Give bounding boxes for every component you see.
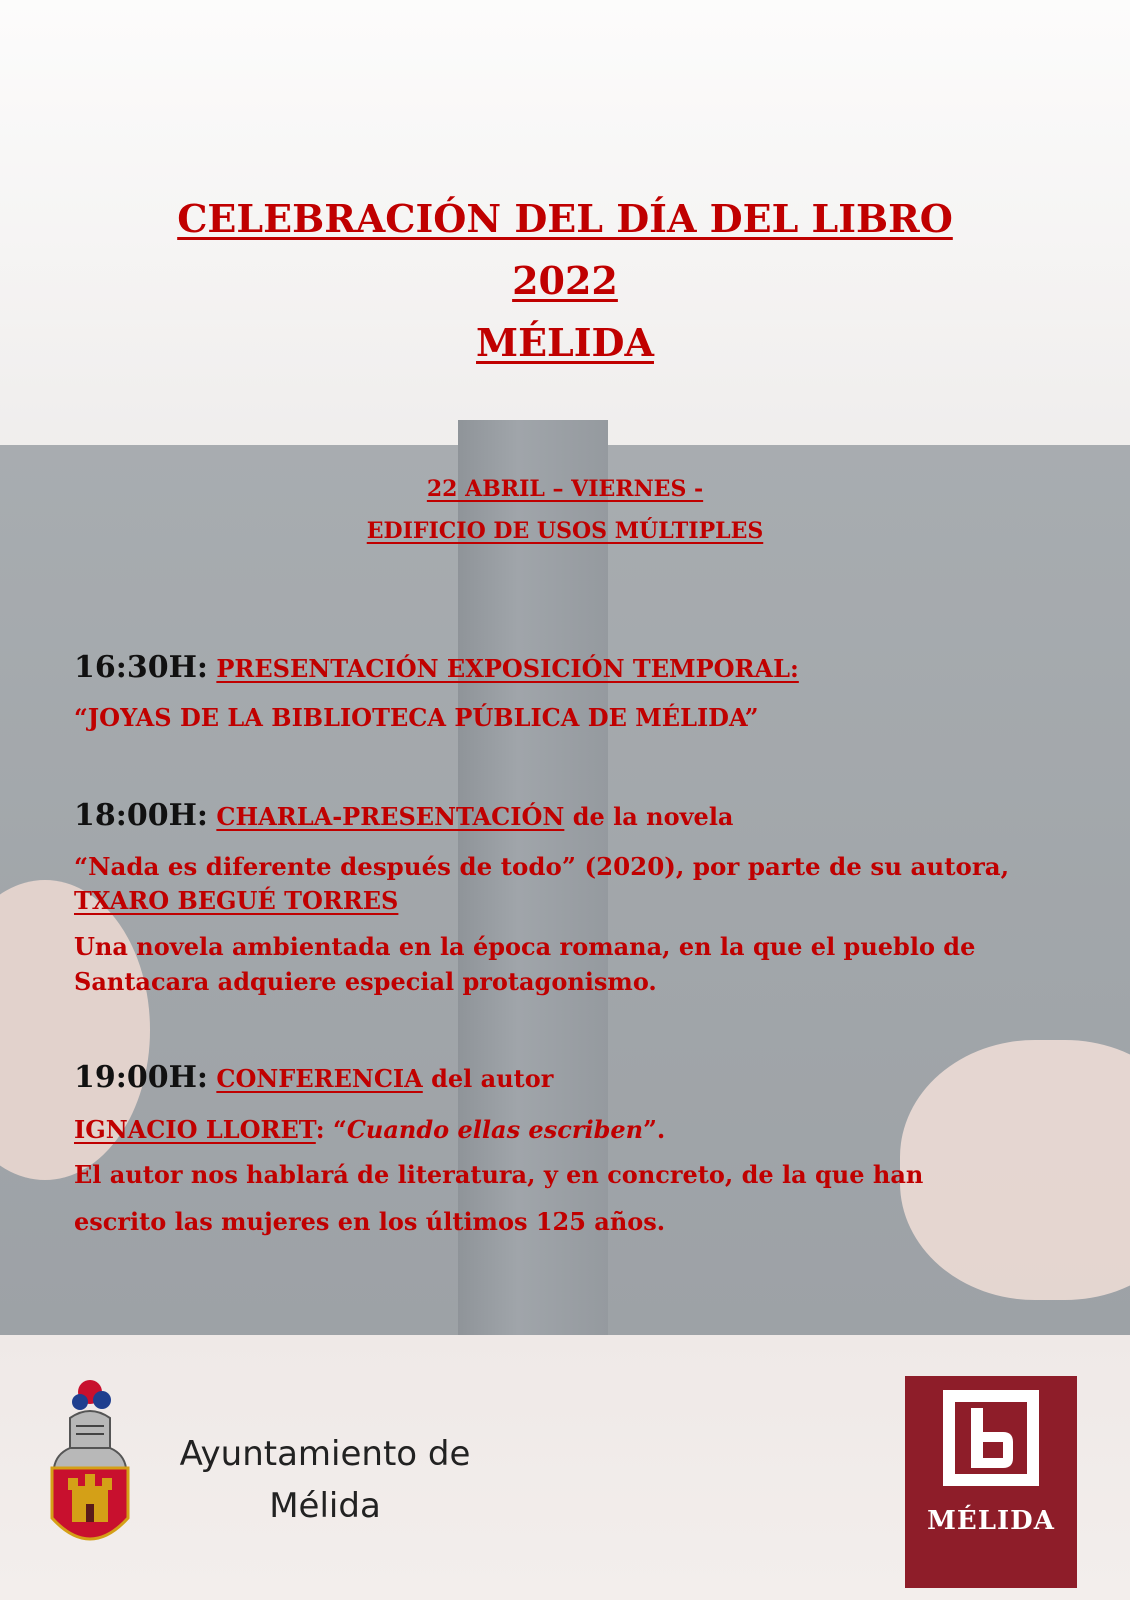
ayuntamiento-name: Ayuntamiento de Mélida — [179, 1434, 471, 1526]
event-3-time: 19:00H: — [74, 1060, 208, 1095]
event-2-author: TXARO BEGUÉ TORRES — [74, 886, 399, 915]
biblioteca-logo — [905, 1376, 1077, 1588]
event-2-desc-2: Santacara adquiere especial protagonismo. — [74, 967, 657, 996]
event-3-desc-1: El autor nos hablará de literatura, y en concreto, de la que han — [74, 1160, 924, 1189]
event-1-heading: PRESENTACIÓN EXPOSICIÓN TEMPORAL: — [216, 654, 799, 683]
event-3-heading-suffix: del autor — [422, 1064, 554, 1093]
event-3-author-line: IGNACIO LLORET: “Cuando ellas escriben”. — [74, 1115, 666, 1144]
event-1-time: 16:30H: — [74, 650, 208, 685]
event-3-header — [74, 1060, 1074, 1095]
event-3-author: IGNACIO LLORET — [74, 1115, 316, 1144]
event-3-heading: CONFERENCIA — [216, 1064, 423, 1093]
title-line-1: CELEBRACIÓN DEL DÍA DEL LIBRO — [177, 196, 953, 241]
event-2-heading-suffix: de la novela — [564, 802, 734, 831]
event-2-novel: “Nada es diferente después de todo” (2020), por parte de su autora, — [74, 852, 1010, 881]
title-line-3: MÉLIDA — [476, 320, 654, 365]
event-1-header — [74, 650, 1074, 685]
ayuntamiento-coat-of-arms-icon — [48, 1378, 133, 1558]
event-3-desc-2: escrito las mujeres en los últimos 125 años. — [74, 1207, 666, 1236]
event-venue: EDIFICIO DE USOS MÚLTIPLES — [366, 518, 764, 544]
biblioteca-label: MÉLIDA — [927, 1506, 1055, 1536]
event-2-time: 18:00H: — [74, 798, 208, 833]
event-1-title: “JOYAS DE LA BIBLIOTECA PÚBLICA DE MÉLIDA” — [74, 703, 759, 732]
letter-b-icon — [963, 1404, 1019, 1472]
event-2-header — [74, 798, 1074, 833]
event-3-talk-title: Cuando ellas escriben — [346, 1115, 644, 1144]
event-2-heading: CHARLA-PRESENTACIÓN — [216, 802, 565, 831]
biblioteca-logo-frame — [943, 1390, 1039, 1486]
title-line-2: 2022 — [512, 258, 618, 303]
event-date: 22 ABRIL – VIERNES - — [426, 476, 704, 502]
event-2-desc-1: Una novela ambientada en la época romana, en la que el pueblo de — [74, 932, 976, 961]
